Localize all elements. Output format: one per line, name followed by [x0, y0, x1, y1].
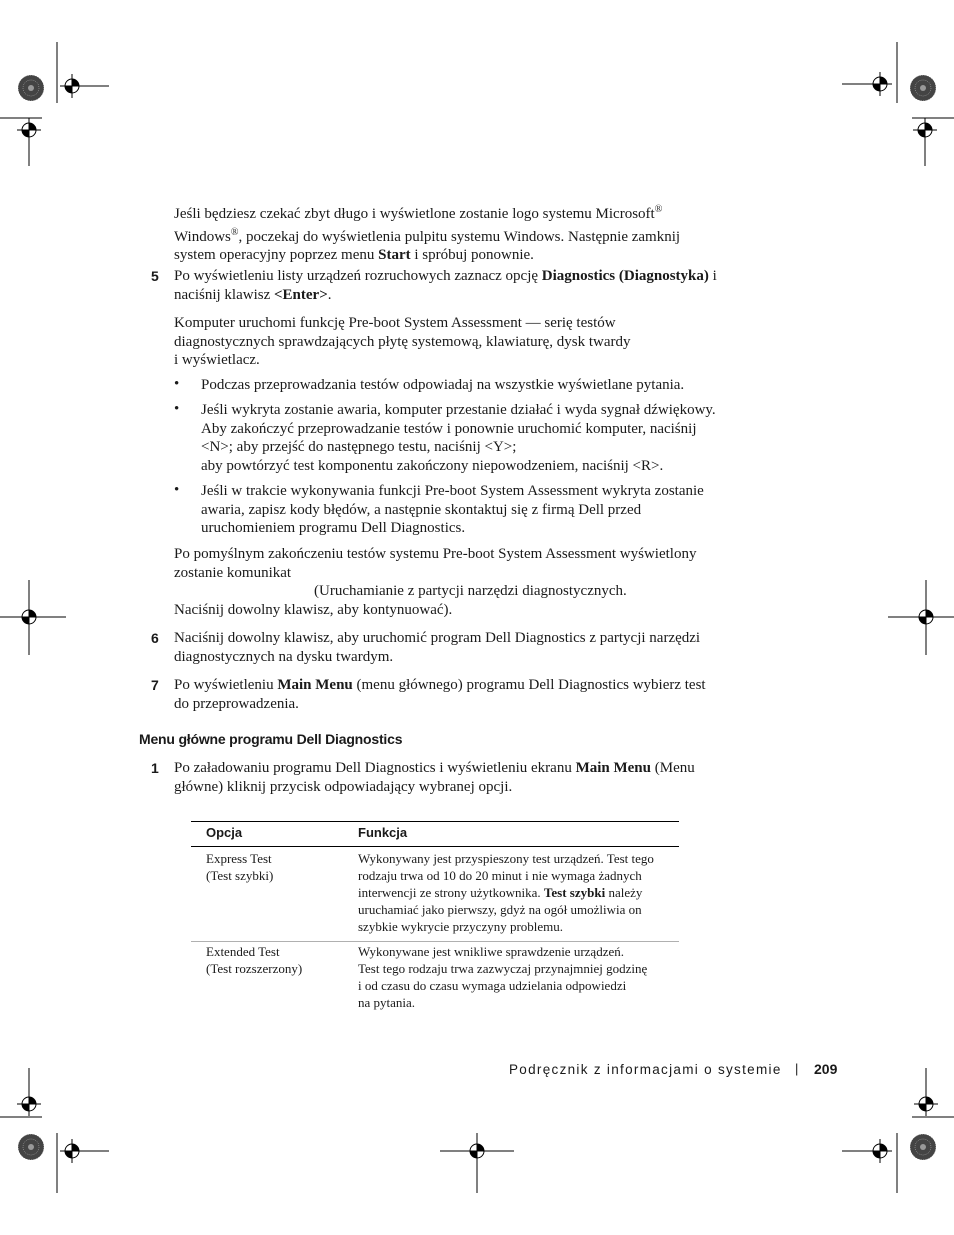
step-number-5: 5 [151, 268, 159, 284]
bullet-3-line-1: Jeśli w trakcie wykonywania funkcji Pre-boot System Assessment wykryta zostanie [201, 483, 704, 499]
step-7-line-1 [174, 676, 754, 695]
step-7-text-b: (menu głównego) programu Dell Diagnostics wybierz test [352, 677, 706, 693]
step-5-line-1 [174, 267, 744, 286]
registered-mark: ® [230, 226, 239, 238]
table-row [206, 943, 302, 977]
completion-line-2: zostanie komunikat [174, 564, 292, 581]
section-heading: Menu główne programu Dell Diagnostics [139, 731, 403, 747]
bullet-2-line-1: Jeśli wykryta zostanie awaria, komputer przestanie działać i wyda sygnał dźwiękowy. [201, 402, 716, 418]
function-line: na pytania. [358, 995, 416, 1010]
table-top-rule [191, 821, 679, 822]
function-text: należy [605, 885, 643, 900]
bullet-2-line-2: Aby zakończyć przeprowadzanie testów i ponownie uruchomić komputer, naciśnij [201, 420, 697, 437]
express-test-label: Test szybki [543, 885, 606, 900]
function-line [358, 884, 688, 901]
bullet-mark: • [174, 482, 180, 498]
completion-line-1: Po pomyślnym zakończeniu testów systemu Pre-boot System Assessment wyświetlony [174, 546, 697, 562]
option-name: Extended Test [206, 944, 280, 959]
step-7-line-2: do przeprowadzenia. [174, 695, 299, 712]
intro-text-1: Jeśli będziesz czekać zbyt długo i wyświetlone zostanie logo systemu Microsoft [174, 206, 655, 222]
function-line: Test tego rodzaju trwa zazwyczaj przynajmniej godzinę [358, 961, 648, 976]
intro-paragraph [174, 201, 734, 265]
function-line: Wykonywany jest przyspieszony test urządzeń. Test tego [358, 851, 654, 866]
intro-text-2b: , poczekaj do wyświetlenia pulpitu systemu Windows. Następnie zamknij [238, 228, 681, 245]
step-5-text-b: i [708, 268, 717, 284]
table-header-option: Opcja [206, 825, 243, 840]
bullet-3-line-2: awaria, zapisz kody błędów, a następnie skontaktuj się z firmą Dell przed [201, 501, 642, 518]
step-1-line-1 [174, 759, 754, 778]
completion-paragraph [174, 545, 754, 619]
table-cell-function [358, 943, 688, 1011]
footer-title: Podręcznik z informacjami o systemie [509, 1062, 782, 1077]
intro-line-3 [174, 246, 734, 265]
step-number-6: 6 [151, 630, 159, 646]
assessment-line-1: Komputer uruchomi funkcję Pre-boot System Assessment — serię testów [174, 315, 616, 331]
table-header-function: Funkcja [358, 825, 408, 840]
function-line: i od czasu do czasu wymaga udzielania odpowiedzi [358, 978, 627, 993]
bullet-mark: • [174, 401, 180, 417]
table-row-divider [191, 941, 679, 942]
main-menu-label: Main Menu [277, 677, 353, 693]
intro-line-1 [174, 201, 734, 224]
registered-mark: ® [654, 204, 663, 215]
footer-separator: | [795, 1061, 799, 1076]
step-6-line-2: diagnostycznych na dysku twardym. [174, 648, 394, 665]
page-number: 209 [814, 1061, 838, 1077]
step-6-text [174, 629, 754, 666]
step-1-text-b: (Menu [651, 760, 695, 776]
function-text: interwencji ze strony użytkownika. [358, 885, 544, 900]
step-6-line-1: Naciśnij dowolny klawisz, aby uruchomić program Dell Diagnostics z partycji narzędzi [174, 630, 701, 646]
step-1-text-a: Po załadowaniu programu Dell Diagnostics i wyświetleniu ekranu [174, 760, 576, 776]
bullet-mark: • [174, 376, 180, 392]
start-menu-label: Start [378, 247, 411, 263]
function-line: Wykonywane jest wnikliwe sprawdzenie urządzeń. [358, 944, 624, 959]
step-7-text-a: Po wyświetleniu [174, 677, 278, 693]
step-1-line-2: główne) kliknij przycisk odpowiadający wybranej opcji. [174, 778, 513, 795]
intro-text-3a: system operacyjny poprzez menu [174, 247, 379, 263]
option-name-translation: (Test szybki) [206, 868, 274, 883]
assessment-line-3: i wyświetlacz. [174, 352, 260, 368]
function-line: szybkie wykrycie przyczyny problemu. [358, 919, 564, 934]
bullet-1-line-1: Podczas przeprowadzania testów odpowiadaj na wszystkie wyświetlane pytania. [201, 377, 685, 393]
diagnostics-option-label: Diagnostics (Diagnostyka) [541, 268, 709, 284]
step-number-1: 1 [151, 760, 159, 776]
table-row [206, 850, 273, 884]
assessment-paragraph [174, 314, 734, 370]
step-5-text-a: Po wyświetleniu listy urządzeń rozruchowych zaznacz opcję [174, 268, 542, 284]
function-line: uruchamiać jako pierwszy, gdyż na ogół umożliwia on [358, 902, 642, 917]
step-5-text [174, 267, 744, 304]
completion-line-3-wrap [174, 582, 754, 601]
enter-key-label: <Enter> [273, 286, 328, 303]
table-cell-function [358, 850, 688, 935]
bullet-2-line-3: <N>; aby przejść do następnego testu, naciśnij <Y>; [201, 439, 517, 455]
bullet-item-1 [201, 376, 761, 395]
intro-line-2 [174, 224, 734, 247]
option-name: Express Test [206, 851, 272, 866]
step-number-7: 7 [151, 677, 159, 693]
completion-line-4: Naciśnij dowolny klawisz, aby kontynuować). [174, 601, 453, 618]
step-7-text [174, 676, 754, 713]
table-header-rule [191, 846, 679, 847]
step-5-text-c: naciśnij klawisz [174, 286, 274, 303]
completion-line-3: (Uruchamianie z partycji narzędzi diagnostycznych. [314, 583, 627, 599]
bullet-2-line-4: aby powtórzyć test komponentu zakończony niepowodzeniem, naciśnij <R>. [201, 457, 664, 474]
step-5-text-d: . [327, 286, 332, 303]
step-5-line-2 [174, 286, 744, 305]
function-line: rodzaju trwa od 10 do 20 minut i nie wymaga żadnych [358, 868, 642, 883]
main-menu-label: Main Menu [575, 760, 651, 776]
intro-text-3b: i spróbuj ponownie. [410, 247, 534, 263]
intro-text-2a: Windows [174, 228, 231, 245]
bullet-item-3 [201, 482, 761, 538]
assessment-line-2: diagnostycznych sprawdzających płytę systemową, klawiaturę, dysk twardy [174, 333, 631, 350]
bullet-3-line-3: uruchomieniem programu Dell Diagnostics. [201, 520, 466, 536]
step-1-text [174, 759, 754, 796]
bullet-item-2 [201, 401, 761, 475]
option-name-translation: (Test rozszerzony) [206, 961, 303, 976]
